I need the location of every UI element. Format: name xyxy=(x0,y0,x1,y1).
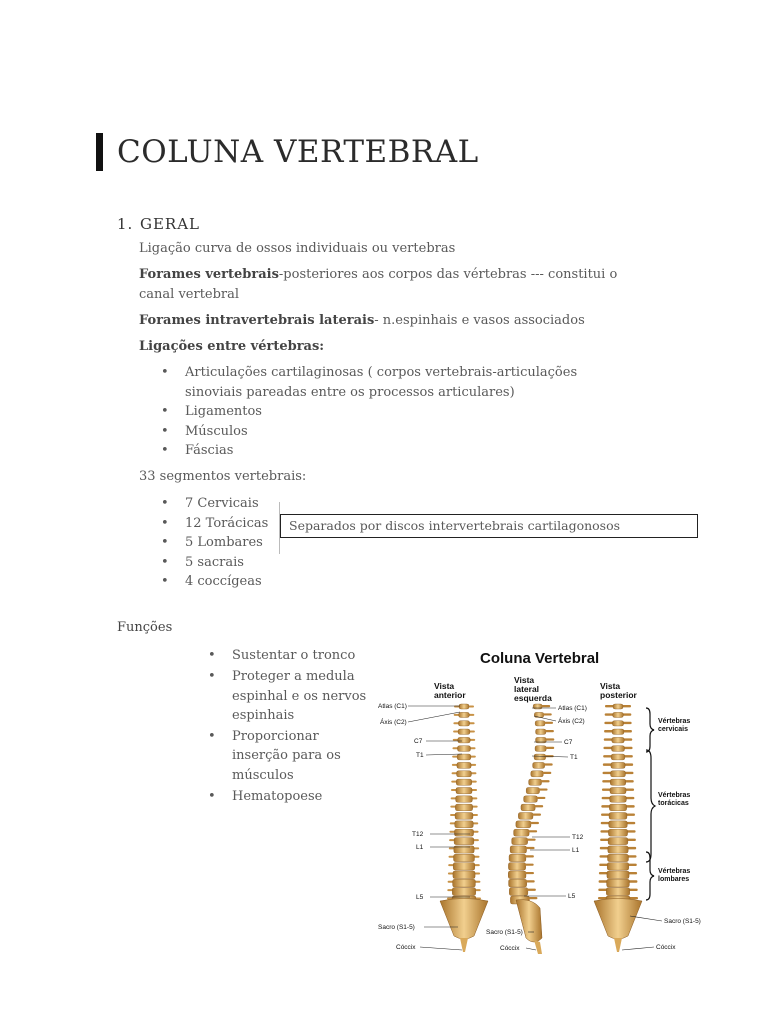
section-number: 1. xyxy=(117,215,134,233)
vertebra-process xyxy=(541,780,550,782)
vertebra-process xyxy=(525,872,534,874)
view-label-anterior: Vista anterior xyxy=(434,681,466,700)
label-t1-left: T1 xyxy=(416,752,424,759)
vertebra xyxy=(608,854,629,861)
label-atlas-left: Atlas (C1) xyxy=(378,703,407,710)
view-label-posterior: Vista posterior xyxy=(600,681,637,700)
section-heading xyxy=(117,215,200,233)
vertebra xyxy=(512,838,528,845)
vertebra xyxy=(453,871,475,879)
vertebra xyxy=(533,762,545,768)
label-l1-mid: L1 xyxy=(572,847,580,854)
vertebra xyxy=(452,888,475,896)
leader-line xyxy=(420,947,462,950)
vertebra xyxy=(611,754,625,760)
leader-line xyxy=(534,716,556,721)
vertebra xyxy=(607,871,629,879)
vertebra xyxy=(607,879,630,887)
vertebra xyxy=(457,754,471,760)
ligacoes-heading-text: Ligações entre vértebras: xyxy=(139,339,325,354)
leader-line xyxy=(526,948,536,950)
list-item: • 4 coccígeas xyxy=(139,572,279,592)
label-l5-mid: L5 xyxy=(568,893,576,900)
label-coccix-mid: Cóccix xyxy=(500,945,520,952)
region-cervicais: Vértebras cervicais xyxy=(658,718,691,733)
vertebra xyxy=(508,871,526,879)
vertebra xyxy=(454,829,473,836)
vertebra-process xyxy=(525,855,534,857)
spine-lateral-view xyxy=(508,704,554,954)
vertebra xyxy=(456,779,471,785)
vertebra xyxy=(518,813,533,820)
vertebra xyxy=(534,712,543,717)
region-braces xyxy=(646,708,655,900)
list-item: • Articulações cartilaginosas ( corpos vertebrais-articulações sinoviais pareadas entre os processos articulares) xyxy=(139,363,619,402)
forames-intravertebrais-text: - n.espinhais e vasos associados xyxy=(374,313,585,328)
vertebra xyxy=(455,813,473,820)
region-lombares: Vértebras lombares xyxy=(658,868,691,883)
list-item: • Músculos xyxy=(139,422,619,442)
vertebra xyxy=(609,821,628,828)
vertebra xyxy=(459,704,469,709)
funcoes-heading: Funções xyxy=(117,620,173,635)
list-item: • Sustentar o tronco xyxy=(186,646,376,665)
vertebra-process xyxy=(528,897,537,899)
vertebra xyxy=(521,804,535,811)
vertebra-process xyxy=(544,763,553,765)
vertebra xyxy=(606,888,629,896)
vertebra xyxy=(453,863,475,870)
coccyx xyxy=(614,938,622,952)
vertebra-process xyxy=(542,772,551,774)
vertebra xyxy=(607,863,629,870)
figure-title: Coluna Vertebral xyxy=(480,650,600,667)
label-l1-left: L1 xyxy=(416,844,424,851)
vertebra xyxy=(457,746,470,752)
vertebra-process xyxy=(532,814,541,816)
sacrum xyxy=(440,899,488,940)
vertebra xyxy=(455,821,474,828)
vertebra xyxy=(536,729,546,734)
vertebra xyxy=(457,771,472,777)
vertebra xyxy=(608,846,628,853)
vertebra xyxy=(612,737,624,743)
vertebra xyxy=(612,729,624,734)
label-c7-mid: C7 xyxy=(564,739,573,746)
vertebra-process xyxy=(525,864,534,866)
vertebra xyxy=(611,771,626,777)
leader-line xyxy=(622,947,654,950)
vertebra-process xyxy=(539,788,548,790)
vertebra xyxy=(458,729,470,734)
forames-intravertebrais-term: Forames intravertebrais laterais xyxy=(139,313,375,328)
vertebra xyxy=(508,863,525,870)
vertebra xyxy=(509,888,528,896)
vertebra xyxy=(608,829,627,836)
sacrum xyxy=(594,899,642,940)
section-label: GERAL xyxy=(140,215,201,233)
vertebra xyxy=(531,771,543,777)
list-item: • Fáscias xyxy=(139,441,619,461)
label-l5-left: L5 xyxy=(416,894,424,901)
list-item: • Proporcionar inserção para os músculos xyxy=(186,727,376,785)
label-t1-mid: T1 xyxy=(570,754,578,761)
label-c7-left: C7 xyxy=(414,738,423,745)
spine-figure xyxy=(374,646,704,960)
vertebra xyxy=(610,779,625,785)
label-sacro-left: Sacro (S1-5) xyxy=(378,924,415,931)
label-atlas-mid: Atlas (C1) xyxy=(558,705,587,712)
vertebra xyxy=(456,787,472,793)
vertebra xyxy=(456,796,473,802)
vertebra-process xyxy=(534,805,543,807)
vertebra-process xyxy=(541,705,550,707)
label-coccix-left: Cóccix xyxy=(396,944,416,951)
list-item: • 5 sacrais xyxy=(139,553,279,573)
segmentos-heading: 33 segmentos vertebrais: xyxy=(139,469,307,484)
coccyx xyxy=(534,940,542,954)
region-toracicas: Vértebras torácicas xyxy=(658,792,691,807)
label-t12-mid: T12 xyxy=(572,834,584,841)
vertebra xyxy=(535,721,545,726)
vertebra xyxy=(613,712,624,717)
vertebra xyxy=(457,762,471,768)
vertebra xyxy=(613,704,623,709)
list-item: • 7 Cervicais xyxy=(139,494,279,514)
list-item: • 5 Lombares xyxy=(139,533,279,553)
spine-posterior-view xyxy=(594,704,642,952)
vertebra xyxy=(608,838,628,845)
label-coccix-right: Cóccix xyxy=(656,944,676,951)
vertebra xyxy=(610,787,626,793)
list-item: • Hematopoese xyxy=(186,787,376,806)
vertebra-process xyxy=(530,822,539,824)
list-item: • 12 Torácicas xyxy=(139,514,279,534)
list-item: • Ligamentos xyxy=(139,402,619,422)
vertebra xyxy=(509,879,527,887)
vertebra xyxy=(611,746,624,752)
label-sacro-right: Sacro (S1-5) xyxy=(664,918,701,925)
vertebra xyxy=(455,804,472,811)
vertebra xyxy=(458,721,469,726)
leader-line xyxy=(426,754,462,755)
vertebra-process xyxy=(544,722,553,724)
vertebra xyxy=(509,854,526,861)
vertebra-process xyxy=(526,880,535,882)
vertebra-process xyxy=(526,847,535,849)
vertebra xyxy=(610,796,627,802)
label-sacro-mid: Sacro (S1-5) xyxy=(486,929,523,936)
vertebra xyxy=(454,854,475,861)
label-axis-mid: Áxis (C2) xyxy=(558,718,585,725)
vertebra-process xyxy=(527,839,536,841)
vertebra xyxy=(453,879,476,887)
ligacoes-heading xyxy=(139,337,639,357)
vertebra xyxy=(609,804,626,811)
vertebra xyxy=(516,821,531,828)
vertebra xyxy=(510,846,526,853)
vertebra-process xyxy=(545,730,554,732)
vertebra xyxy=(526,787,539,793)
vertebra xyxy=(609,813,627,820)
funcoes-list xyxy=(186,646,376,808)
title-accent-bar xyxy=(96,133,103,171)
vertebra xyxy=(458,737,470,743)
forames-vertebrais-term: Forames vertebrais xyxy=(139,267,279,282)
vertebra xyxy=(454,838,474,845)
view-label-lateral: Vista lateral esquerda xyxy=(514,675,552,703)
vertebra xyxy=(524,796,538,802)
vertebra xyxy=(459,712,470,717)
forames-vertebrais-text: -posteriores aos corpos das vértebras --- constitui o canal vertebral xyxy=(139,267,618,302)
vertebra-process xyxy=(545,747,554,749)
spine-illustration xyxy=(374,646,704,960)
vertebra xyxy=(612,721,623,726)
forames-intravertebrais-paragraph xyxy=(139,311,639,331)
vertebra xyxy=(611,762,625,768)
vertebra-process xyxy=(528,830,537,832)
label-axis-left: Áxis (C2) xyxy=(380,719,407,726)
vertebra xyxy=(534,754,546,760)
ligacoes-list xyxy=(139,363,619,461)
list-item: • Proteger a medula espinhal e os nervos espinhais xyxy=(186,667,376,725)
leader-line xyxy=(408,712,460,722)
callout-box: Separados por discos intervertebrais cartilagonosos xyxy=(280,514,698,538)
vertebra-process xyxy=(536,797,545,799)
label-t12-left: T12 xyxy=(412,831,424,838)
vertebra xyxy=(535,746,546,752)
vertebra-process xyxy=(545,738,554,740)
segmentos-list xyxy=(139,494,279,592)
forames-vertebrais-paragraph xyxy=(139,265,629,305)
vertebra xyxy=(529,779,542,785)
vertebra-process xyxy=(543,713,552,715)
vertebra-process xyxy=(527,889,536,891)
intro-paragraph: Ligação curva de ossos individuais ou vertebras xyxy=(139,241,456,256)
vertebra xyxy=(514,829,530,836)
page-title: COLUNA VERTEBRAL xyxy=(117,134,479,170)
